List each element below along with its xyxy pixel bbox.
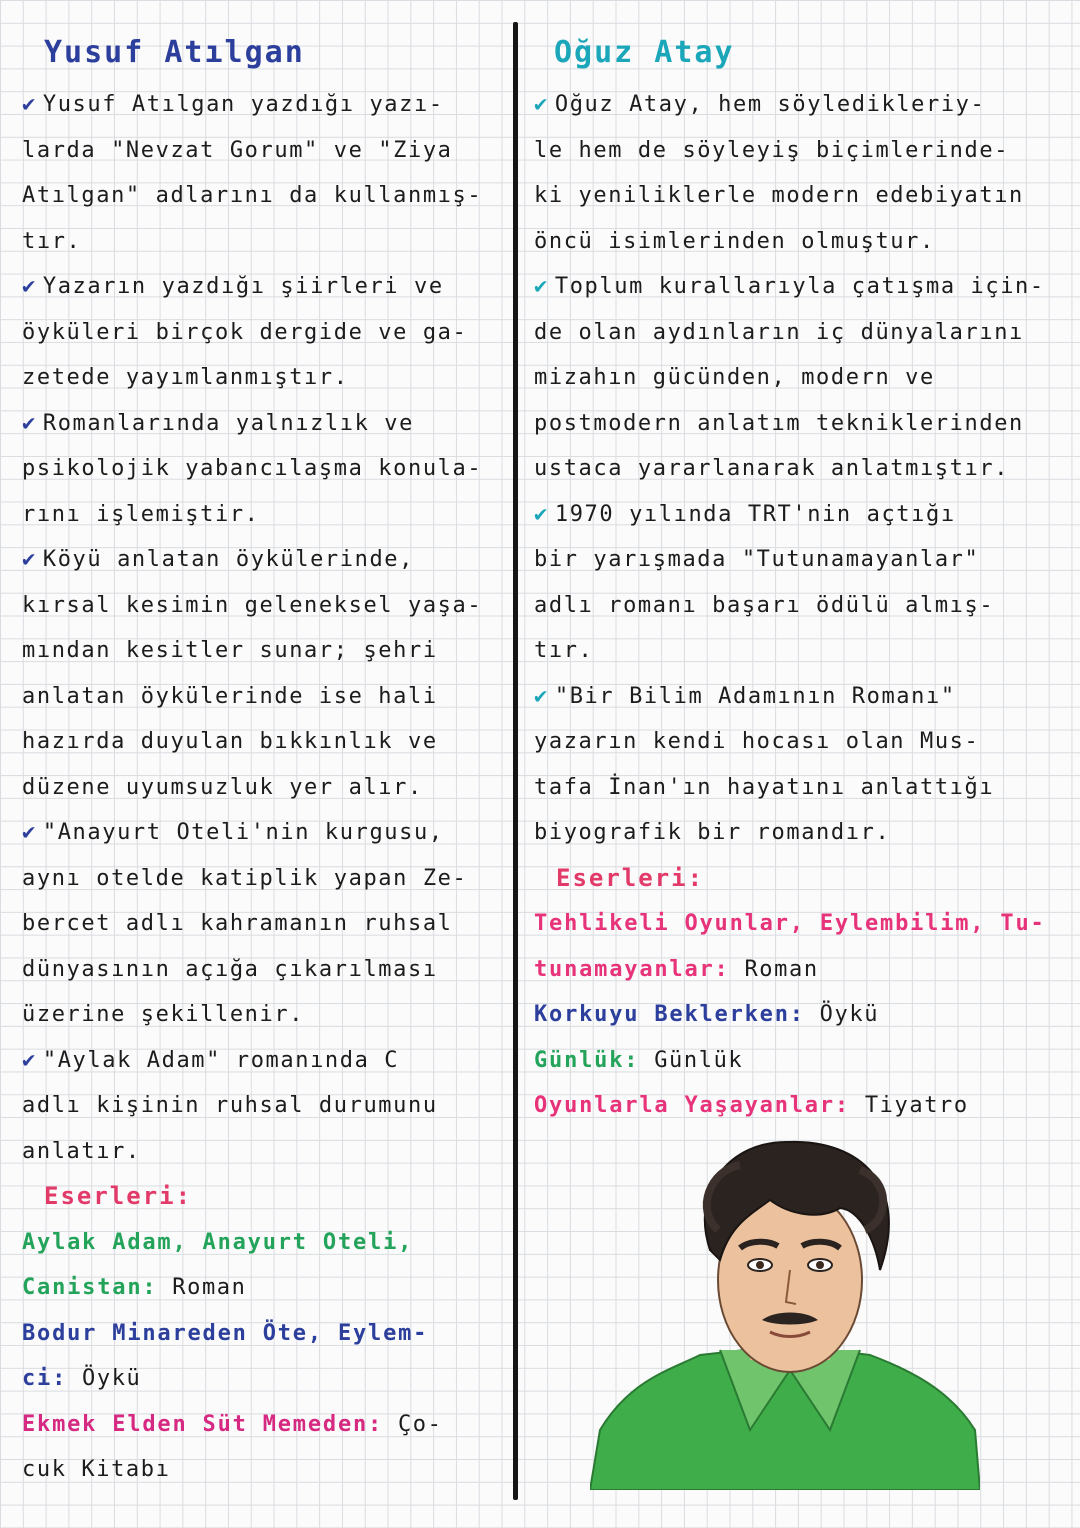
left-note-line [22,401,508,447]
left-note-line [22,128,508,174]
left-note-text: mından kesitler sunar; şehri [22,638,438,663]
left-note-line [22,173,508,219]
right-note-text: "Bir Bilim Adamının Romanı" [554,683,956,709]
left-note-text: bercet adlı kahramanın ruhsal [22,911,453,936]
right-notes [534,82,1056,856]
left-works-list [22,1220,508,1493]
checkmark-icon: ✔ [534,683,549,709]
checkmark-icon: ✔ [22,92,37,117]
right-note-line [534,82,1056,128]
left-note-text: psikolojik yabancılaşma konula- [22,456,483,481]
left-work-line: Aylak Adam, Anayurt Oteli, [22,1229,414,1255]
left-note-line [22,674,508,720]
left-note-text: "Anayurt Oteli'nin kurgusu, [42,820,444,845]
right-note-text: ustaca yararlanarak anlatmıştır. [534,456,1010,481]
right-note-line [534,628,1056,674]
left-note-text: rını işlemiştir. [22,501,260,527]
right-note-line [534,355,1056,401]
left-note-line [22,583,508,629]
right-note-text: Oğuz Atay, hem söyledikleriy- [554,92,986,117]
left-note-line [22,310,508,356]
left-note-line [22,992,508,1038]
right-note-line [534,264,1056,310]
left-works-heading: Eserleri: [44,1182,193,1210]
right-note-line [534,537,1056,583]
left-note-line [22,810,508,856]
right-note-text: tır. [534,638,594,663]
left-work-line: Ekmek Elden Süt Memeden: Ço- [22,1411,443,1437]
right-note-line [534,719,1056,765]
left-note-text: anlatan öykülerinde ise hali [22,683,438,709]
left-note-text: anlatır. [22,1138,141,1164]
right-note-text: mizahın gücünden, modern ve [534,365,935,390]
right-note-text: tafa İnan'ın hayatını anlattığı [534,774,995,800]
right-note-text: Toplum kurallarıyla çatışma için- [554,274,1045,299]
right-work-line: Günlük: Günlük [534,1047,744,1073]
right-note-text: ki yeniliklerle modern edebiyatın [534,183,1024,208]
left-note-text: "Aylak Adam" romanında C [42,1047,400,1073]
left-note-text: öyküleri birçok dergide ve ga- [22,319,468,345]
left-note-text: Yusuf Atılgan yazdığı yazı- [42,92,444,117]
right-note-line [534,401,1056,447]
right-note-line [534,765,1056,811]
right-note-text: 1970 yılında TRT'nin açtığı [554,501,956,527]
right-note-line [534,492,1056,538]
left-note-text: Köyü anlatan öykülerinde, [42,547,414,572]
right-work-line: Oyunlarla Yaşayanlar: Tiyatro [534,1093,969,1118]
left-note-line [22,1038,508,1084]
right-note-text: le hem de söyleyiş biçimlerinde- [534,137,1010,163]
left-note-line [22,1129,508,1175]
right-note-text: adlı romanı başarı ödülü almış- [534,592,995,618]
left-note-line [22,765,508,811]
left-note-line [22,628,508,674]
right-note-line [534,583,1056,629]
left-note-text: düzene uyumsuzluk yer alır. [22,774,423,800]
left-note-text: aynı otelde katiplik yapan Ze- [22,865,468,891]
left-note-line [22,219,508,265]
left-note-text: tır. [22,228,82,254]
right-note-line [534,310,1056,356]
left-note-text: hazırda duyulan bıkkınlık ve [22,729,438,754]
left-work-line: Canistan: Roman [22,1275,247,1300]
left-note-text: Yazarın yazdığı şiirleri ve [42,274,444,299]
right-note-text: de olan aydınların iç dünyalarını [534,319,1024,345]
right-note-text: öncü isimlerinden olmuştur. [534,228,935,254]
right-work-line: Tehlikeli Oyunlar, Eylembilim, Tu- [534,911,1046,936]
left-note-text: zetede yayımlanmıştır. [22,365,349,390]
left-title: Yusuf Atılgan [44,35,305,70]
right-works-list [534,901,1056,1129]
right-title: Oğuz Atay [554,35,735,70]
left-notes [22,82,508,1174]
right-note-line [534,446,1056,492]
left-note-text: adlı kişinin ruhsal durumunu [22,1093,438,1118]
left-note-text: larda "Nevzat Gorum" ve "Ziya [22,137,453,163]
left-note-line [22,901,508,947]
right-note-line [534,173,1056,219]
checkmark-icon: ✔ [534,274,549,299]
right-note-text: yazarın kendi hocası olan Mus- [534,729,980,754]
checkmark-icon: ✔ [22,1047,37,1073]
portrait-illustration [590,1130,980,1490]
left-note-line [22,264,508,310]
right-column [534,30,1056,1129]
left-note-text: kırsal kesimin geleneksel yaşa- [22,592,483,618]
left-note-text: üzerine şekillenir. [22,1002,305,1027]
right-note-line [534,219,1056,265]
left-work-line: cuk Kitabı [22,1457,171,1482]
checkmark-icon: ✔ [22,547,37,572]
checkmark-icon: ✔ [22,274,37,299]
left-note-line [22,856,508,902]
left-note-line [22,719,508,765]
right-work-line: Korkuyu Beklerken: Öykü [534,1002,880,1027]
checkmark-icon: ✔ [534,501,549,527]
left-note-line [22,446,508,492]
left-note-line [22,492,508,538]
left-note-line [22,537,508,583]
left-note-line [22,947,508,993]
right-note-line [534,810,1056,856]
left-note-text: Romanlarında yalnızlık ve [42,410,414,436]
right-note-line [534,128,1056,174]
left-note-line [22,1083,508,1129]
left-note-text: dünyasının açığa çıkarılması [22,956,438,982]
left-work-line: Bodur Minareden Öte, Eylem- [22,1320,429,1346]
left-note-line [22,82,508,128]
checkmark-icon: ✔ [22,410,37,436]
checkmark-icon: ✔ [22,820,37,845]
left-note-text: Atılgan" adlarını da kullanmış- [22,183,483,208]
right-note-text: biyografik bir romandır. [534,820,891,845]
left-work-line: ci: Öykü [22,1366,142,1391]
left-note-line [22,355,508,401]
right-works-heading: Eserleri: [556,863,705,892]
right-work-line: tunamayanlar: Roman [534,956,819,982]
checkmark-icon: ✔ [534,92,549,117]
right-note-text: postmodern anlatım tekniklerinden [534,410,1024,436]
right-note-line [534,674,1056,720]
left-column [22,30,508,1493]
column-divider [513,22,518,1500]
right-note-text: bir yarışmada "Tutunamayanlar" [534,547,980,572]
